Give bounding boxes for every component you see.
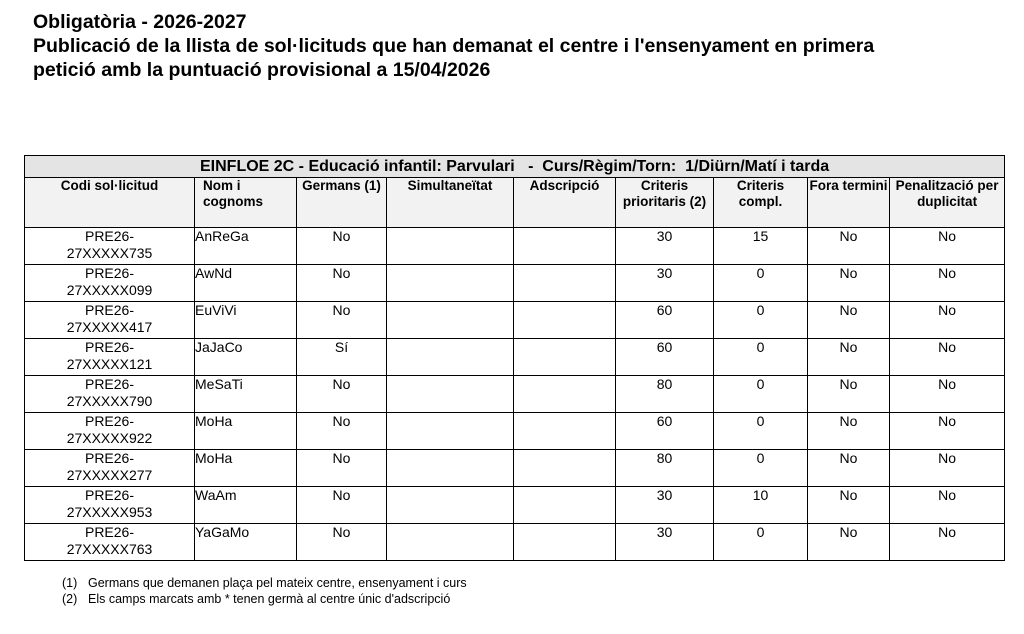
cell-fora-termini: No bbox=[808, 228, 890, 265]
column-header-simultaneitat: Simultaneïtat bbox=[387, 178, 514, 228]
codi-prefix: PRE26- bbox=[84, 265, 135, 281]
cell-fora-termini: No bbox=[808, 302, 890, 339]
cell-codi bbox=[25, 413, 195, 450]
codi-prefix: PRE26- bbox=[84, 339, 135, 355]
table-row bbox=[25, 524, 1005, 561]
codi-prefix: PRE26- bbox=[84, 228, 135, 244]
footnote-text: Els camps marcats amb * tenen germà al centre únic d'adscripció bbox=[88, 592, 451, 606]
cell-germans: No bbox=[297, 228, 387, 265]
cell-adscripcio bbox=[514, 339, 616, 376]
header-title: Obligatòria - 2026-2027 bbox=[33, 11, 247, 33]
footnote bbox=[62, 591, 467, 607]
cell-germans: No bbox=[297, 265, 387, 302]
cell-criteris-prioritaris: 60 bbox=[616, 302, 714, 339]
cell-codi bbox=[25, 265, 195, 302]
cell-criteris-prioritaris: 80 bbox=[616, 376, 714, 413]
cell-simultaneitat bbox=[387, 524, 514, 561]
cell-codi bbox=[25, 450, 195, 487]
cell-adscripcio bbox=[514, 524, 616, 561]
header-subtitle-line1: Publicació de la llista de sol·licituds que han demanat el centre i l'ensenyament en primera bbox=[33, 35, 875, 57]
codi-number: 27XXXXX790 bbox=[66, 393, 153, 409]
cell-codi bbox=[25, 302, 195, 339]
cell-adscripcio bbox=[514, 302, 616, 339]
cell-codi bbox=[25, 339, 195, 376]
codi-prefix: PRE26- bbox=[84, 302, 135, 318]
cell-germans: No bbox=[297, 376, 387, 413]
cell-simultaneitat bbox=[387, 339, 514, 376]
cell-germans: No bbox=[297, 413, 387, 450]
cell-criteris-prioritaris: 30 bbox=[616, 487, 714, 524]
cell-nom: MoHa bbox=[195, 413, 297, 450]
cell-fora-termini: No bbox=[808, 413, 890, 450]
cell-germans: Sí bbox=[297, 339, 387, 376]
cell-adscripcio bbox=[514, 450, 616, 487]
codi-prefix: PRE26- bbox=[84, 450, 135, 466]
cell-nom: AnReGa bbox=[195, 228, 297, 265]
table-row bbox=[25, 487, 1005, 524]
header-subtitle-line2: petició amb la puntuació provisional a 15/04/2026 bbox=[33, 59, 491, 81]
cell-nom: MeSaTi bbox=[195, 376, 297, 413]
cell-penalitzacio: No bbox=[890, 228, 1005, 265]
codi-number: 27XXXXX099 bbox=[66, 282, 153, 298]
table-row bbox=[25, 376, 1005, 413]
codi-number: 27XXXXX121 bbox=[66, 356, 153, 372]
cell-criteris-compl: 0 bbox=[714, 376, 808, 413]
cell-criteris-compl: 0 bbox=[714, 302, 808, 339]
cell-germans: No bbox=[297, 302, 387, 339]
cell-nom: EuViVi bbox=[195, 302, 297, 339]
cell-codi bbox=[25, 524, 195, 561]
cell-fora-termini: No bbox=[808, 524, 890, 561]
cell-criteris-compl: 0 bbox=[714, 450, 808, 487]
cell-criteris-compl: 0 bbox=[714, 339, 808, 376]
cell-fora-termini: No bbox=[808, 450, 890, 487]
cell-criteris-compl: 15 bbox=[714, 228, 808, 265]
cell-criteris-prioritaris: 30 bbox=[616, 265, 714, 302]
column-header-nom: Nom i cognoms bbox=[195, 178, 297, 228]
cell-simultaneitat bbox=[387, 487, 514, 524]
cell-nom: WaAm bbox=[195, 487, 297, 524]
column-header-penalitzacio: Penalització per duplicitat bbox=[890, 178, 1005, 228]
cell-adscripcio bbox=[514, 376, 616, 413]
cell-simultaneitat bbox=[387, 228, 514, 265]
cell-simultaneitat bbox=[387, 376, 514, 413]
cell-criteris-prioritaris: 30 bbox=[616, 524, 714, 561]
cell-germans: No bbox=[297, 450, 387, 487]
table-row bbox=[25, 413, 1005, 450]
codi-number: 27XXXXX763 bbox=[66, 541, 153, 557]
cell-codi bbox=[25, 228, 195, 265]
table-row bbox=[25, 228, 1005, 265]
column-header-germans: Germans (1) bbox=[297, 178, 387, 228]
cell-nom: MoHa bbox=[195, 450, 297, 487]
cell-fora-termini: No bbox=[808, 265, 890, 302]
codi-prefix: PRE26- bbox=[84, 376, 135, 392]
cell-nom: JaJaCo bbox=[195, 339, 297, 376]
footnote-number: (2) bbox=[62, 592, 78, 606]
cell-penalitzacio: No bbox=[890, 413, 1005, 450]
table-row bbox=[25, 302, 1005, 339]
cell-simultaneitat bbox=[387, 302, 514, 339]
cell-nom: AwNd bbox=[195, 265, 297, 302]
codi-number: 27XXXXX735 bbox=[66, 245, 153, 261]
cell-codi bbox=[25, 376, 195, 413]
cell-adscripcio bbox=[514, 265, 616, 302]
table-row bbox=[25, 339, 1005, 376]
table-title: EINFLOE 2C - Educació infantil: Parvulari - Curs/Règim/Torn: 1/Diürn/Matí i tarda bbox=[25, 156, 1005, 178]
footnote-number: (1) bbox=[62, 576, 78, 590]
cell-germans: No bbox=[297, 487, 387, 524]
column-header-fora-termini: Fora termini bbox=[808, 178, 890, 228]
cell-fora-termini: No bbox=[808, 487, 890, 524]
codi-prefix: PRE26- bbox=[84, 487, 135, 503]
codi-number: 27XXXXX277 bbox=[66, 467, 153, 483]
applications-table bbox=[24, 155, 1005, 561]
cell-criteris-prioritaris: 80 bbox=[616, 450, 714, 487]
column-header-criteris-compl: Criteris compl. bbox=[714, 178, 808, 228]
cell-penalitzacio: No bbox=[890, 302, 1005, 339]
table-row bbox=[25, 265, 1005, 302]
cell-penalitzacio: No bbox=[890, 487, 1005, 524]
cell-germans: No bbox=[297, 524, 387, 561]
cell-penalitzacio: No bbox=[890, 265, 1005, 302]
cell-penalitzacio: No bbox=[890, 339, 1005, 376]
cell-adscripcio bbox=[514, 413, 616, 450]
cell-penalitzacio: No bbox=[890, 450, 1005, 487]
footnotes bbox=[62, 575, 467, 607]
cell-simultaneitat bbox=[387, 265, 514, 302]
table-row bbox=[25, 450, 1005, 487]
cell-criteris-compl: 0 bbox=[714, 413, 808, 450]
codi-number: 27XXXXX417 bbox=[66, 319, 153, 335]
table-body bbox=[25, 228, 1005, 561]
cell-criteris-compl: 0 bbox=[714, 265, 808, 302]
codi-number: 27XXXXX953 bbox=[66, 504, 153, 520]
cell-nom: YaGaMo bbox=[195, 524, 297, 561]
cell-simultaneitat bbox=[387, 413, 514, 450]
cell-criteris-compl: 10 bbox=[714, 487, 808, 524]
column-header-criteris-prioritaris: Criteris prioritaris (2) bbox=[616, 178, 714, 228]
cell-penalitzacio: No bbox=[890, 376, 1005, 413]
cell-adscripcio bbox=[514, 228, 616, 265]
column-headers bbox=[25, 178, 1005, 228]
column-header-adscripcio: Adscripció bbox=[514, 178, 616, 228]
footnote bbox=[62, 575, 467, 591]
cell-criteris-compl: 0 bbox=[714, 524, 808, 561]
codi-number: 27XXXXX922 bbox=[66, 430, 153, 446]
cell-fora-termini: No bbox=[808, 376, 890, 413]
codi-prefix: PRE26- bbox=[84, 524, 135, 540]
footnote-text: Germans que demanen plaça pel mateix centre, ensenyament i curs bbox=[88, 576, 467, 590]
cell-criteris-prioritaris: 60 bbox=[616, 413, 714, 450]
cell-penalitzacio: No bbox=[890, 524, 1005, 561]
document-header bbox=[33, 10, 1003, 82]
cell-criteris-prioritaris: 60 bbox=[616, 339, 714, 376]
cell-criteris-prioritaris: 30 bbox=[616, 228, 714, 265]
codi-prefix: PRE26- bbox=[84, 413, 135, 429]
cell-fora-termini: No bbox=[808, 339, 890, 376]
cell-codi bbox=[25, 487, 195, 524]
column-header-codi: Codi sol·licitud bbox=[25, 178, 195, 228]
cell-adscripcio bbox=[514, 487, 616, 524]
cell-simultaneitat bbox=[387, 450, 514, 487]
